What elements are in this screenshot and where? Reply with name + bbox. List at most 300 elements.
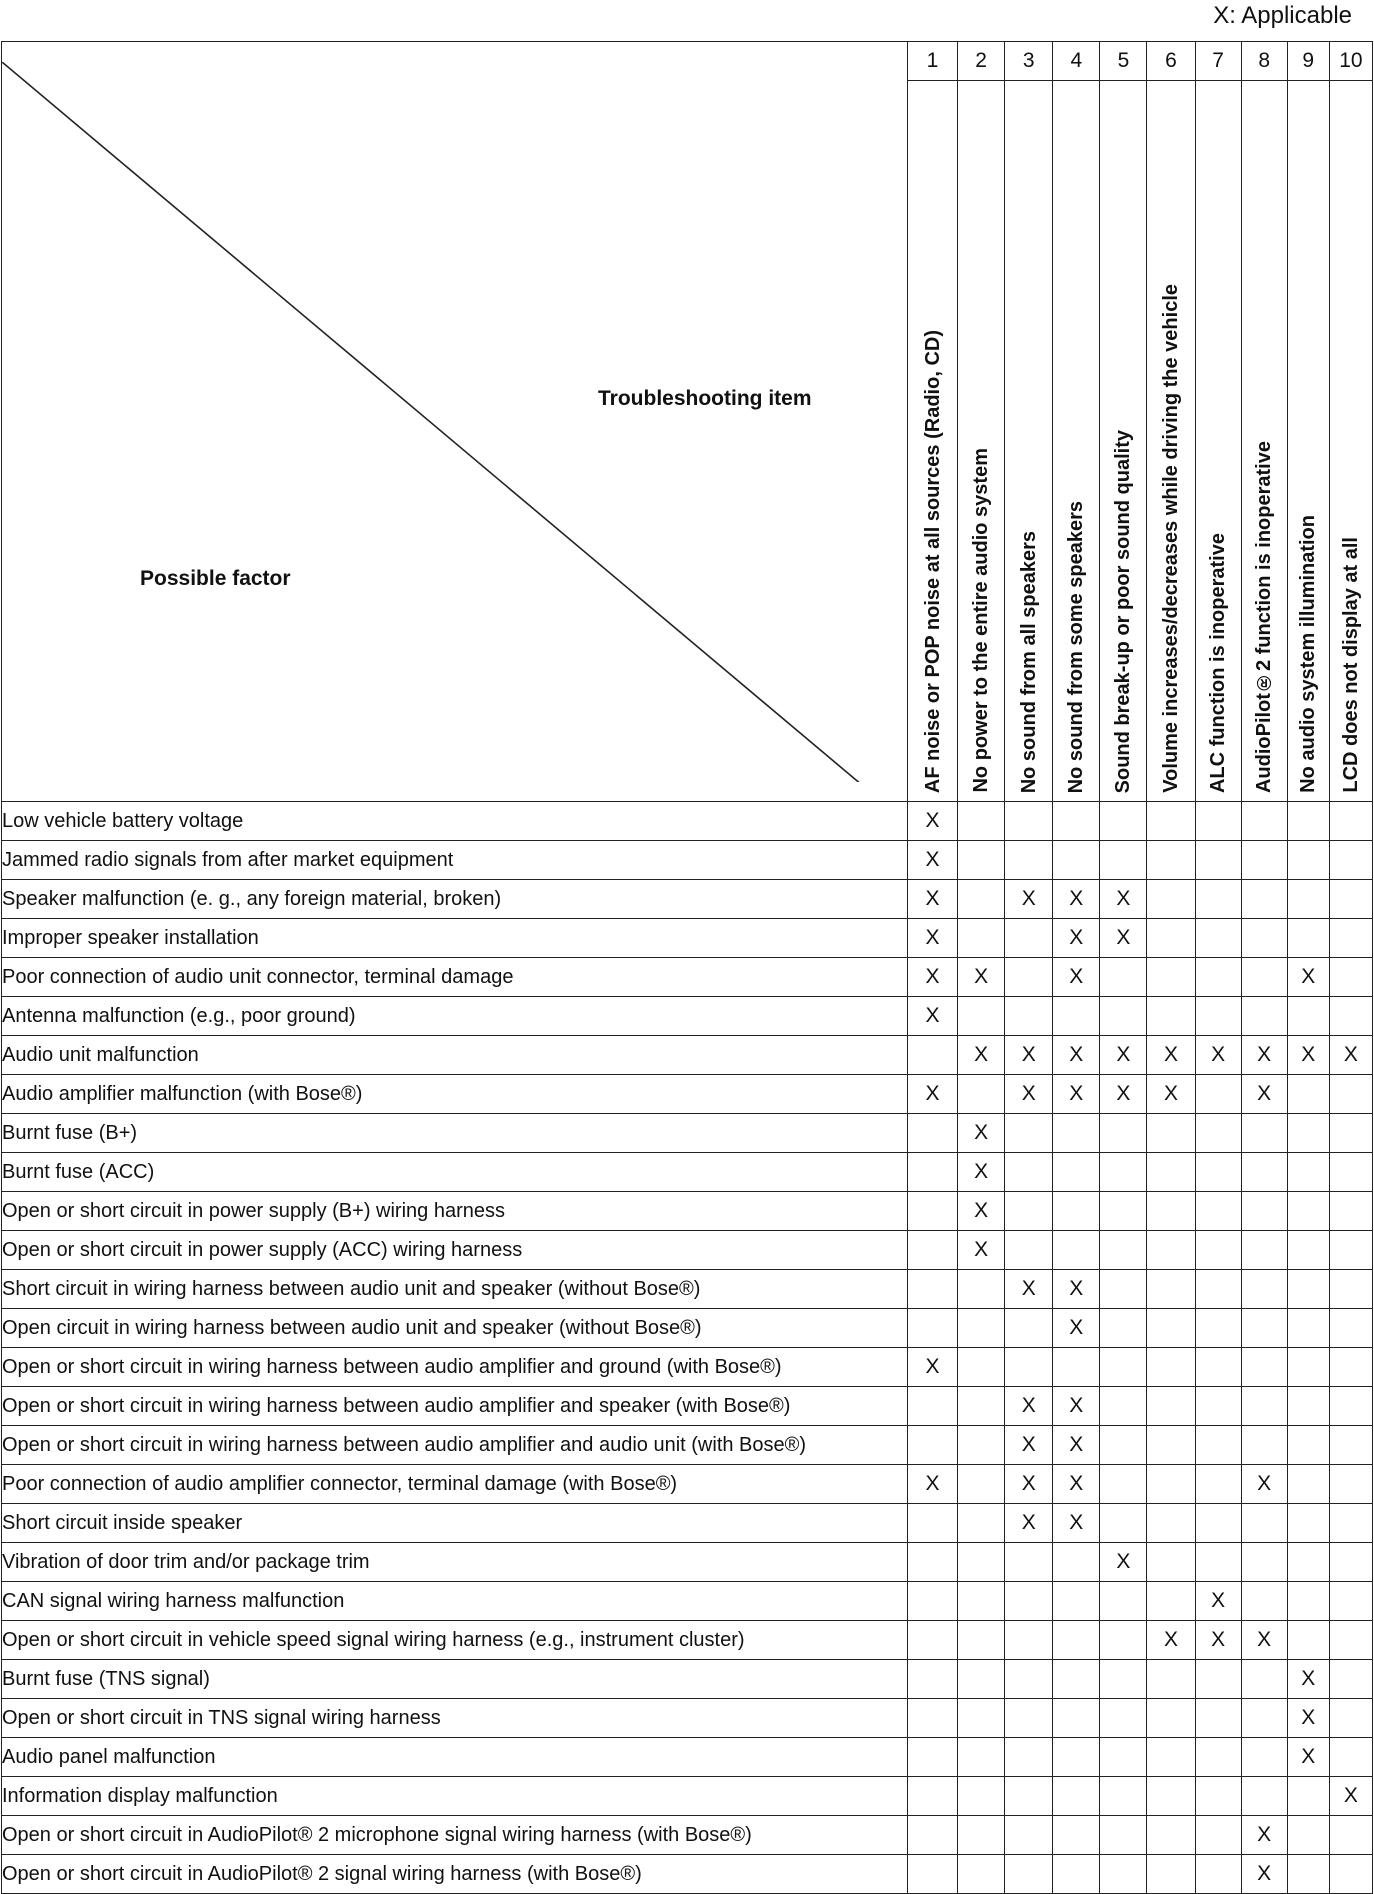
column-number: 4 [1053, 42, 1100, 81]
table-row [2, 1192, 1373, 1231]
applicability-cell [958, 1660, 1005, 1699]
possible-factor-cell: Open or short circuit in wiring harness between audio amplifier and speaker (with Bose®) [2, 1387, 908, 1426]
possible-factor-cell: Antenna malfunction (e.g., poor ground) [2, 997, 908, 1036]
applicability-cell: X [1147, 1075, 1195, 1114]
column-title [1195, 81, 1241, 802]
applicability-cell [907, 1387, 957, 1426]
applicability-cell [1195, 1699, 1241, 1738]
applicability-cell [1147, 1387, 1195, 1426]
applicability-cell [1329, 1543, 1372, 1582]
applicability-cell [1287, 1348, 1329, 1387]
possible-factor-cell: Poor connection of audio unit connector, terminal damage [2, 958, 908, 997]
column-number: 10 [1329, 42, 1372, 81]
applicability-cell: X [1053, 1465, 1100, 1504]
applicability-cell: X [958, 1114, 1005, 1153]
applicability-cell [1241, 1387, 1287, 1426]
applicability-cell [1147, 1348, 1195, 1387]
applicability-cell [1053, 1621, 1100, 1660]
applicability-cell: X [1005, 1504, 1053, 1543]
applicability-cell [907, 1504, 957, 1543]
possible-factor-cell: Short circuit inside speaker [2, 1504, 908, 1543]
applicability-cell [1005, 958, 1053, 997]
applicability-cell [1329, 1153, 1372, 1192]
applicability-cell [1287, 1426, 1329, 1465]
applicability-cell [1329, 1738, 1372, 1777]
applicability-cell: X [907, 997, 957, 1036]
column-number: 3 [1005, 42, 1053, 81]
applicability-cell [907, 1543, 957, 1582]
applicability-cell [1100, 1153, 1147, 1192]
applicability-cell [1005, 1114, 1053, 1153]
applicability-cell [1287, 1387, 1329, 1426]
applicability-cell [1147, 1699, 1195, 1738]
corner-cell [2, 42, 908, 802]
applicability-cell [1147, 1582, 1195, 1621]
table-row [2, 841, 1373, 880]
applicability-cell [1241, 1192, 1287, 1231]
column-number: 1 [907, 42, 957, 81]
applicability-cell: X [1053, 1426, 1100, 1465]
column-title-text: No power to the entire audio system [970, 448, 993, 793]
column-title [1287, 81, 1329, 802]
applicability-cell [958, 1816, 1005, 1855]
applicability-cell [958, 1465, 1005, 1504]
applicability-cell [1053, 841, 1100, 880]
applicability-cell [1241, 1426, 1287, 1465]
applicability-cell [1053, 1348, 1100, 1387]
applicability-cell [907, 1621, 957, 1660]
applicability-cell [907, 1699, 957, 1738]
applicability-cell [1005, 841, 1053, 880]
possible-factor-cell: Open circuit in wiring harness between audio unit and speaker (without Bose®) [2, 1309, 908, 1348]
applicability-cell: X [1100, 1075, 1147, 1114]
applicability-cell [958, 1075, 1005, 1114]
possible-factor-cell: Burnt fuse (TNS signal) [2, 1660, 908, 1699]
table-row [2, 1075, 1373, 1114]
applicability-cell [1287, 841, 1329, 880]
applicability-cell [1241, 1699, 1287, 1738]
applicability-cell [1195, 958, 1241, 997]
applicability-cell [1147, 1465, 1195, 1504]
applicability-cell [907, 1231, 957, 1270]
applicability-cell: X [1287, 1036, 1329, 1075]
applicability-cell [1287, 1621, 1329, 1660]
applicability-cell: X [1053, 1309, 1100, 1348]
applicability-cell [907, 1036, 957, 1075]
table-row [2, 1270, 1373, 1309]
table-row [2, 1231, 1373, 1270]
applicability-cell [1053, 1816, 1100, 1855]
applicability-cell: X [1005, 1387, 1053, 1426]
applicability-cell: X [1100, 1543, 1147, 1582]
applicability-cell [1329, 1660, 1372, 1699]
applicability-cell [1195, 1426, 1241, 1465]
applicability-cell [1287, 1816, 1329, 1855]
applicability-cell: X [907, 880, 957, 919]
applicability-cell [907, 1153, 957, 1192]
possible-factor-cell: Open or short circuit in AudioPilot® 2 microphone signal wiring harness (with Bose®) [2, 1816, 908, 1855]
table-row [2, 1855, 1373, 1894]
column-title-text: Volume increases/decreases while driving the vehicle [1160, 284, 1182, 793]
applicability-cell: X [1287, 958, 1329, 997]
applicability-cell: X [1053, 1075, 1100, 1114]
possible-factor-cell: Vibration of door trim and/or package trim [2, 1543, 908, 1582]
applicability-cell [1241, 1348, 1287, 1387]
applicability-cell [1005, 1660, 1053, 1699]
applicability-cell [1100, 1504, 1147, 1543]
column-title [1241, 81, 1287, 802]
applicability-cell: X [1005, 1036, 1053, 1075]
applicability-cell [1005, 1855, 1053, 1894]
applicability-cell [1053, 1192, 1100, 1231]
applicability-cell [958, 1426, 1005, 1465]
applicability-cell [907, 1309, 957, 1348]
applicability-cell: X [1195, 1621, 1241, 1660]
applicability-cell [1195, 1309, 1241, 1348]
applicability-cell [1053, 1153, 1100, 1192]
column-title-text: Sound break-up or poor sound quality [1112, 429, 1135, 793]
applicability-cell [1329, 1192, 1372, 1231]
applicability-cell: X [907, 841, 957, 880]
applicability-cell: X [958, 1192, 1005, 1231]
applicability-cell [1329, 1621, 1372, 1660]
applicability-cell [1147, 1855, 1195, 1894]
applicability-cell [1329, 1855, 1372, 1894]
applicability-cell: X [1241, 1075, 1287, 1114]
applicability-cell [1329, 880, 1372, 919]
applicability-cell [907, 1426, 957, 1465]
possible-factor-cell: Speaker malfunction (e. g., any foreign material, broken) [2, 880, 908, 919]
applicability-cell [1100, 997, 1147, 1036]
applicability-cell [1195, 841, 1241, 880]
table-row [2, 1387, 1373, 1426]
applicability-cell [1195, 1348, 1241, 1387]
possible-factor-label: Possible factor [140, 566, 291, 590]
applicability-cell [907, 1855, 957, 1894]
table-row [2, 880, 1373, 919]
applicability-cell [1195, 1738, 1241, 1777]
table-row [2, 958, 1373, 997]
applicability-cell: X [958, 958, 1005, 997]
possible-factor-cell: CAN signal wiring harness malfunction [2, 1582, 908, 1621]
applicability-cell [1329, 1426, 1372, 1465]
column-number: 5 [1100, 42, 1147, 81]
applicability-cell [1147, 1660, 1195, 1699]
applicability-cell [1005, 1582, 1053, 1621]
applicability-cell [1053, 1777, 1100, 1816]
applicability-cell [958, 1621, 1005, 1660]
applicability-cell [1287, 1543, 1329, 1582]
column-title [958, 81, 1005, 802]
applicability-cell [1100, 1192, 1147, 1231]
applicability-cell: X [907, 919, 957, 958]
applicability-cell: X [1241, 1621, 1287, 1660]
possible-factor-cell: Improper speaker installation [2, 919, 908, 958]
applicability-cell [1287, 1153, 1329, 1192]
applicability-cell [1241, 841, 1287, 880]
applicability-cell [958, 1699, 1005, 1738]
applicability-cell: X [1053, 958, 1100, 997]
applicability-cell [1195, 919, 1241, 958]
applicability-cell [1147, 841, 1195, 880]
possible-factor-cell: Poor connection of audio amplifier connector, terminal damage (with Bose®) [2, 1465, 908, 1504]
applicability-cell [1195, 1387, 1241, 1426]
applicability-cell: X [1005, 1426, 1053, 1465]
applicability-cell [958, 802, 1005, 841]
applicability-cell [1287, 1231, 1329, 1270]
applicability-cell [1100, 1777, 1147, 1816]
applicability-cell [1329, 1504, 1372, 1543]
table-row [2, 1114, 1373, 1153]
applicability-cell [1329, 1387, 1372, 1426]
possible-factor-cell: Open or short circuit in power supply (ACC) wiring harness [2, 1231, 908, 1270]
table-row [2, 1465, 1373, 1504]
possible-factor-cell: Open or short circuit in wiring harness between audio amplifier and ground (with Bose®) [2, 1348, 908, 1387]
table-row [2, 1309, 1373, 1348]
applicability-cell [1195, 1855, 1241, 1894]
applicability-cell [1195, 997, 1241, 1036]
applicability-cell [1287, 1855, 1329, 1894]
applicability-cell [1053, 1855, 1100, 1894]
applicability-cell [1100, 1855, 1147, 1894]
column-title [1147, 81, 1195, 802]
applicability-cell [1195, 1192, 1241, 1231]
applicability-cell: X [958, 1036, 1005, 1075]
applicability-cell [1329, 1270, 1372, 1309]
applicability-cell: X [1147, 1036, 1195, 1075]
applicability-cell [1241, 1153, 1287, 1192]
table-row [2, 1660, 1373, 1699]
column-title-text: No sound from some speakers [1065, 500, 1088, 793]
possible-factor-cell: Information display malfunction [2, 1777, 908, 1816]
applicability-cell [1100, 1426, 1147, 1465]
applicability-cell [1195, 802, 1241, 841]
applicability-cell [1241, 919, 1287, 958]
table-row [2, 997, 1373, 1036]
applicability-cell [1329, 1309, 1372, 1348]
applicability-cell: X [1241, 1036, 1287, 1075]
applicability-cell [1147, 1777, 1195, 1816]
applicability-cell [1147, 997, 1195, 1036]
applicability-cell [907, 1582, 957, 1621]
applicability-cell [1287, 997, 1329, 1036]
applicability-cell [1241, 1582, 1287, 1621]
applicability-cell [1329, 1699, 1372, 1738]
applicability-cell [1241, 997, 1287, 1036]
applicability-cell [1287, 1777, 1329, 1816]
applicability-cell: X [1100, 880, 1147, 919]
applicability-cell [1329, 1582, 1372, 1621]
diagonal-divider [2, 62, 906, 782]
applicability-cell [1147, 1738, 1195, 1777]
applicability-cell [1241, 1504, 1287, 1543]
applicability-cell [1100, 1582, 1147, 1621]
applicability-cell [1287, 1582, 1329, 1621]
applicability-cell [907, 1816, 957, 1855]
column-title-text: LCD does not display at all [1339, 537, 1362, 793]
applicability-cell [1329, 1075, 1372, 1114]
table-row [2, 802, 1373, 841]
applicability-cell: X [1241, 1465, 1287, 1504]
applicability-cell [1329, 1348, 1372, 1387]
applicability-cell [1005, 919, 1053, 958]
applicability-cell [1100, 802, 1147, 841]
possible-factor-cell: Short circuit in wiring harness between audio unit and speaker (without Bose®) [2, 1270, 908, 1309]
applicability-cell [1005, 997, 1053, 1036]
table-row [2, 1699, 1373, 1738]
applicability-cell [1241, 1309, 1287, 1348]
applicability-cell [1100, 1270, 1147, 1309]
applicability-cell: X [1147, 1621, 1195, 1660]
legend: X: Applicable [1213, 2, 1352, 29]
applicability-cell [1053, 802, 1100, 841]
troubleshooting-matrix [1, 41, 1373, 1894]
table-row [2, 919, 1373, 958]
applicability-cell [1329, 997, 1372, 1036]
applicability-cell [1195, 1270, 1241, 1309]
applicability-cell [1329, 1114, 1372, 1153]
applicability-cell [958, 1582, 1005, 1621]
applicability-cell [1005, 1153, 1053, 1192]
column-title-text: No audio system illumination [1297, 515, 1320, 793]
applicability-cell [958, 997, 1005, 1036]
applicability-cell: X [1241, 1855, 1287, 1894]
applicability-cell [1329, 1465, 1372, 1504]
applicability-cell [1053, 1699, 1100, 1738]
applicability-cell: X [1100, 919, 1147, 958]
applicability-cell: X [1053, 919, 1100, 958]
applicability-cell [1195, 1075, 1241, 1114]
applicability-cell: X [958, 1231, 1005, 1270]
applicability-cell [1241, 1738, 1287, 1777]
applicability-cell [1005, 1543, 1053, 1582]
applicability-cell [1147, 1543, 1195, 1582]
applicability-cell [1195, 1153, 1241, 1192]
applicability-cell [1147, 1270, 1195, 1309]
applicability-cell [1147, 1426, 1195, 1465]
applicability-cell [1005, 1777, 1053, 1816]
column-title [1053, 81, 1100, 802]
column-title [907, 81, 957, 802]
applicability-cell [1195, 1816, 1241, 1855]
table-row [2, 1777, 1373, 1816]
applicability-cell [1147, 802, 1195, 841]
applicability-cell: X [1053, 1387, 1100, 1426]
applicability-cell [1147, 1504, 1195, 1543]
column-number: 6 [1147, 42, 1195, 81]
applicability-cell [1005, 1192, 1053, 1231]
applicability-cell: X [1005, 1075, 1053, 1114]
possible-factor-cell: Open or short circuit in power supply (B+) wiring harness [2, 1192, 908, 1231]
column-title [1005, 81, 1053, 802]
applicability-cell [1100, 1465, 1147, 1504]
applicability-cell: X [907, 802, 957, 841]
applicability-cell [1241, 880, 1287, 919]
possible-factor-cell: Low vehicle battery voltage [2, 802, 908, 841]
column-title-text: No sound from all speakers [1017, 530, 1040, 793]
applicability-cell [1053, 1582, 1100, 1621]
table-row [2, 1426, 1373, 1465]
applicability-cell [1287, 919, 1329, 958]
applicability-cell [1241, 1114, 1287, 1153]
possible-factor-cell: Open or short circuit in AudioPilot® 2 signal wiring harness (with Bose®) [2, 1855, 908, 1894]
column-number: 9 [1287, 42, 1329, 81]
applicability-cell: X [1241, 1816, 1287, 1855]
applicability-cell [1005, 1621, 1053, 1660]
applicability-cell [1195, 1465, 1241, 1504]
table-row [2, 1582, 1373, 1621]
column-title-text: AudioPilot®2 function is inoperative [1253, 440, 1276, 793]
applicability-cell [1053, 1738, 1100, 1777]
applicability-cell [1329, 1816, 1372, 1855]
applicability-cell [1147, 1816, 1195, 1855]
applicability-cell: X [907, 1465, 957, 1504]
applicability-cell [958, 1348, 1005, 1387]
applicability-cell [1241, 1231, 1287, 1270]
table-row [2, 1348, 1373, 1387]
applicability-cell [1147, 919, 1195, 958]
possible-factor-cell: Burnt fuse (ACC) [2, 1153, 908, 1192]
applicability-cell [1100, 1816, 1147, 1855]
applicability-cell [1053, 1543, 1100, 1582]
applicability-cell [1329, 919, 1372, 958]
applicability-cell [907, 1777, 957, 1816]
applicability-cell: X [1053, 1036, 1100, 1075]
column-title [1100, 81, 1147, 802]
applicability-cell [958, 1270, 1005, 1309]
applicability-cell [1287, 802, 1329, 841]
applicability-cell [1100, 1660, 1147, 1699]
applicability-cell [1005, 1348, 1053, 1387]
applicability-cell [958, 1387, 1005, 1426]
applicability-cell [1100, 1348, 1147, 1387]
applicability-cell [1147, 1231, 1195, 1270]
applicability-cell [1241, 958, 1287, 997]
applicability-cell [1100, 1621, 1147, 1660]
applicability-cell [958, 919, 1005, 958]
applicability-cell [958, 880, 1005, 919]
possible-factor-cell: Audio amplifier malfunction (with Bose®) [2, 1075, 908, 1114]
applicability-cell [1053, 1114, 1100, 1153]
applicability-cell [1329, 958, 1372, 997]
applicability-cell [1147, 1114, 1195, 1153]
applicability-cell [1287, 1192, 1329, 1231]
table-row [2, 1738, 1373, 1777]
applicability-cell [907, 1738, 957, 1777]
applicability-cell [1100, 1231, 1147, 1270]
applicability-cell [958, 1309, 1005, 1348]
applicability-cell [1195, 1231, 1241, 1270]
applicability-cell: X [1287, 1699, 1329, 1738]
applicability-cell [1053, 1231, 1100, 1270]
applicability-cell [1053, 997, 1100, 1036]
applicability-cell: X [1287, 1738, 1329, 1777]
applicability-cell: X [907, 1075, 957, 1114]
applicability-cell [1287, 1075, 1329, 1114]
applicability-cell [1100, 1114, 1147, 1153]
applicability-cell [1147, 1153, 1195, 1192]
possible-factor-cell: Audio unit malfunction [2, 1036, 908, 1075]
troubleshooting-item-label: Troubleshooting item [598, 386, 812, 410]
applicability-cell: X [1287, 1660, 1329, 1699]
applicability-cell [1287, 880, 1329, 919]
applicability-cell [1100, 1387, 1147, 1426]
applicability-cell [958, 1738, 1005, 1777]
applicability-cell [907, 1270, 957, 1309]
applicability-cell: X [1053, 880, 1100, 919]
applicability-cell [1287, 1504, 1329, 1543]
table-row [2, 1621, 1373, 1660]
